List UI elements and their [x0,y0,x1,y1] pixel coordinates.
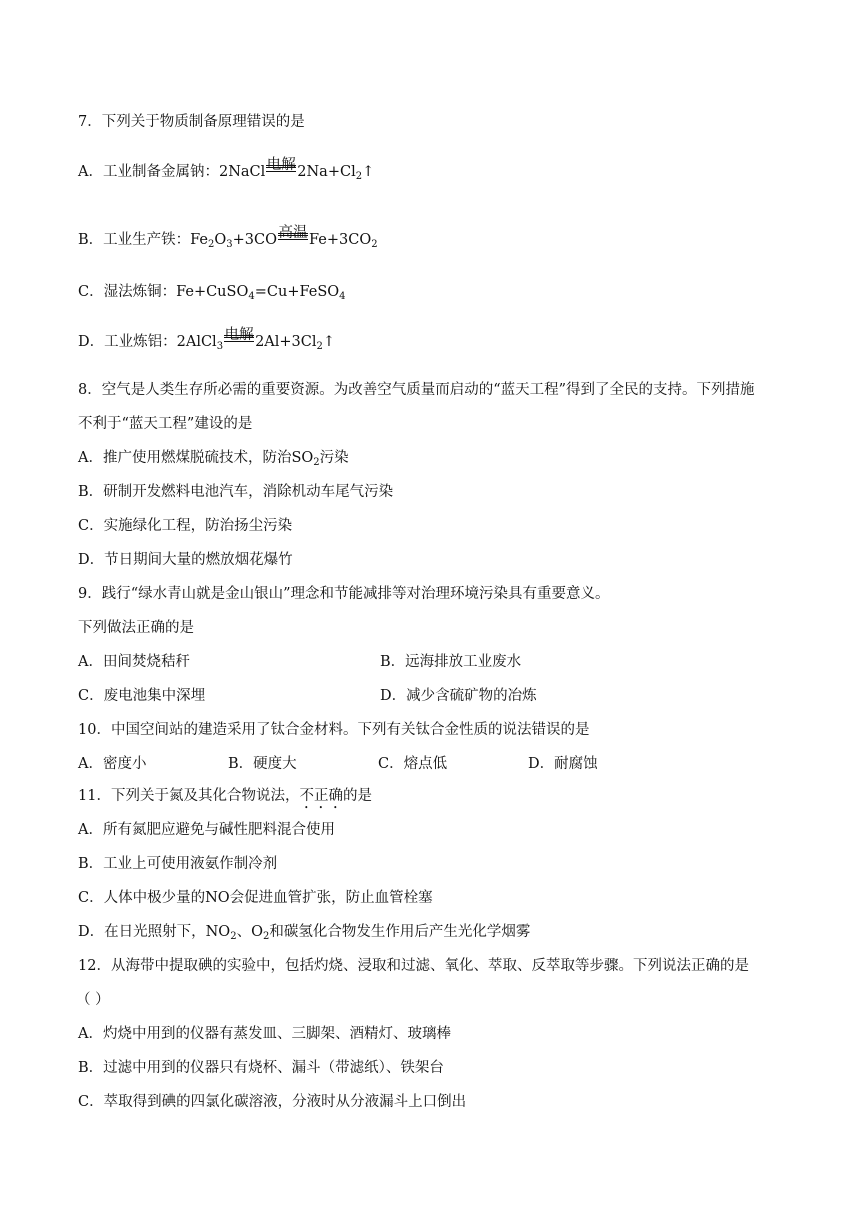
q7-b-sub2: 3 [226,239,233,250]
q12-option-b: B．过滤中用到的仪器只有烧杯、漏斗（带滤纸）、铁架台 [78,1060,444,1076]
q11-emphasis: 不正确 [299,788,343,804]
q10-option-b: B．硬度大 [228,756,297,772]
q11-option-b: B．工业上可使用液氨作制冷剂 [78,856,278,872]
q7-b-condition [278,225,308,250]
q12-stem-line1: 12．从海带中提取碘的实验中，包括灼烧、浸取和过滤、氧化、萃取、反萃取等步骤。下列说法正确的是 [78,958,749,974]
q9-stem-line2: 下列做法正确的是 [78,620,194,636]
q9-option-d: D．减少含硫矿物的冶炼 [380,688,537,704]
q10-stem: 10．中国空间站的建造采用了钛合金材料。下列有关钛合金性质的说法错误的是 [78,722,590,738]
q7-option-d [78,327,336,352]
q7-d-sub2: 2 [316,341,323,352]
q12-option-c: C．萃取得到碘的四氯化碳溶液，分液时从分液漏斗上口倒出 [78,1094,467,1110]
q8-option-c: C．实施绿化工程，防治扬尘污染 [78,518,293,534]
q7-b-mid2: +3CO [232,232,278,248]
equal-sign-icon [224,335,254,342]
q7-d-product: 2Al+3Cl [255,334,317,350]
q9-option-b: B．远海排放工业废水 [380,654,522,670]
q7-c-sub1: 4 [248,291,255,302]
q7-c-text1: C．湿法炼铜：Fe+CuSO [78,284,249,300]
q7-b-product: Fe+3CO [309,232,372,248]
q7-a-prefix: A．工业制备金属钠：2NaCl [78,164,266,180]
q10-option-a: A．密度小 [78,756,147,772]
q7-d-sub1: 3 [216,341,224,352]
q7-d-condition-label: 电解 [224,327,254,343]
q7-c-text2: =Cu+FeSO [254,284,340,300]
q8-a-text2: 污染 [319,450,349,466]
q8-option-d: D．节日期间大量的燃放烟花爆竹 [78,552,293,568]
q7-option-c [78,282,346,302]
q12-option-a: A．灼烧中用到的仪器有蒸发皿、三脚架、酒精灯、玻璃棒 [78,1026,451,1042]
q8-stem-line1: 8．空气是人类生存所必需的重要资源。为改善空气质量而启动的“蓝天工程”得到了全民的支持。下列措施 [78,382,755,398]
q11-d-text3: 和碳氢化合物发生作用后产生光化学烟雾 [269,924,531,940]
q11-option-c: C．人体中极少量的NO会促进血管扩张，防止血管栓塞 [78,890,433,906]
q7-b-prefix: B．工业生产铁：Fe [78,232,209,248]
q11-d-sub1: 2 [230,931,237,942]
q7-b-sub3: 2 [371,239,378,250]
equal-sign-icon [266,165,296,172]
q7-c-sub2: 4 [339,291,346,302]
q7-a-condition [266,157,296,182]
q7-a-product: 2Na+Cl [297,164,356,180]
q11-stem [78,786,372,812]
q8-a-text1: A．推广使用燃煤脱硫技术，防治SO [78,450,314,466]
q7-option-a [78,157,375,182]
q12-stem-line2: （ ） [76,992,110,1008]
q8-a-sub: 2 [313,457,320,468]
q7-option-b [78,225,378,250]
q11-d-sub2: 2 [262,931,270,942]
q11-d-text2: 、O [236,924,263,940]
q10-option-c: C．熔点低 [378,756,448,772]
q8-option-b: B．研制开发燃料电池汽车，消除机动车尾气污染 [78,484,394,500]
q9-option-a: A．田间焚烧秸秆 [78,654,190,670]
q7-d-condition [224,327,254,352]
q7-b-condition-label: 高温 [278,225,308,241]
q7-d-suffix: ↑ [322,334,336,350]
q11-d-text1: D．在日光照射下，NO [78,924,231,940]
q9-option-c: C．废电池集中深埋 [78,688,206,704]
q8-option-a [78,448,349,468]
q11-stem-text2: 的是 [342,788,372,804]
q7-d-prefix: D．工业炼铝：2AlCl [78,334,217,350]
q7-b-mid1: O [214,232,227,248]
q11-stem-text1: 11．下列关于氮及其化合物说法， [78,788,300,804]
equal-sign-icon [278,233,308,240]
q11-option-d [78,922,530,942]
q7-a-suffix: ↑ [362,164,375,180]
q7-b-sub1: 2 [208,239,215,250]
q7-a-condition-label: 电解 [266,157,296,173]
q7-stem: 7．下列关于物质制备原理错误的是 [78,114,305,130]
q10-option-d: D．耐腐蚀 [528,756,598,772]
q8-stem-line2: 不利于“蓝天工程”建设的是 [78,416,253,432]
q11-option-a: A．所有氮肥应避免与碱性肥料混合使用 [78,822,335,838]
q7-a-sub: 2 [355,171,363,182]
q9-stem-line1: 9．践行“绿水青山就是金山银山”理念和节能减排等对治理环境污染具有重要意义。 [78,586,610,602]
